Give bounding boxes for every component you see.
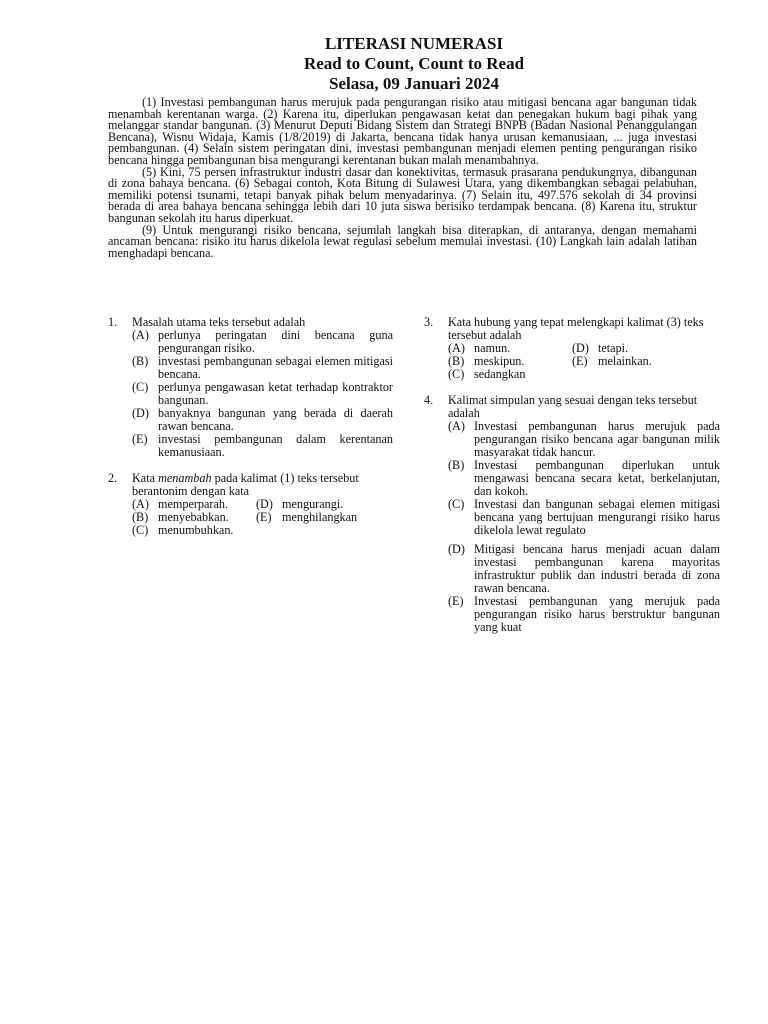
stem-text: Kata [132, 471, 159, 485]
option-text: memperparah. [158, 497, 229, 511]
answer-option-b [448, 459, 720, 498]
answer-option-b [132, 355, 393, 381]
document-header [0, 34, 768, 94]
passage-paragraph-1: (1) Investasi pembangunan harus merujuk pada pengurangan risiko atau mitigasi bencana agar bangunan tidak menambah kerentanan warga. (2) Karena itu, diperlukan pengawasan ketat dan penegakan hukum bagi pihak yang melanggar standar bangunan. (3) Menurut Deputi Bidang Sistem dan Strategi BNPB (Badan Nasional Penanggulangan Bencana), Wisnu Widaja, Kamis (1/8/2019) di Jakarta, bencana tidak hanya urusan kemanusiaan, ... juga investasi pembangunan. (4) Selain sistem peringatan dini, investasi pembangunan menjadi elemen penting pengurangan risiko bencana hingga pembangunan bisa mengurangi kerentanan bukan malah menambahnya. [108, 95, 697, 167]
question-stem [132, 472, 393, 498]
option-text: meskipun. [474, 354, 525, 368]
option-text: sedangkan [474, 367, 526, 381]
answer-option-c [448, 498, 720, 537]
answer-option-e [132, 433, 393, 459]
option-text: perlunya peringatan dini bencana guna pengurangan risiko. [158, 328, 393, 355]
passage-paragraph-3: (9) Untuk mengurangi risiko bencana, sejumlah langkah bisa diterapkan, di antaranya, dengan memahami ancaman bencana: risiko itu harus dikelola lewat regulasi sebelum memulai investasi. (10) Langkah lain adalah latihan menghadapi bencana. [108, 222, 697, 260]
option-label: (D) [132, 406, 149, 420]
questions-left-column [108, 316, 393, 550]
question-stem: Kata hubung yang tepat melengkapi kalimat (3) teks tersebut adalah [448, 315, 704, 342]
question-number: 4. [424, 393, 434, 407]
option-text: namun. [474, 341, 511, 355]
document-title: LITERASI NUMERASI [324, 34, 504, 53]
option-text: investasi pembangunan dalam kerentanan kemanusiaan. [158, 432, 393, 459]
option-text: melainkan. [598, 354, 652, 368]
option-text: Investasi pembangunan harus merujuk pada pengurangan risiko bencana agar bangunan milik masyarakat tidak hancur. [474, 419, 720, 459]
option-label: (A) [448, 419, 465, 433]
question-number: 3. [424, 315, 434, 329]
document-subtitle: Read to Count, Count to Read [303, 54, 525, 73]
question-1 [108, 316, 393, 459]
option-label: (B) [132, 510, 149, 524]
option-label: (D) [448, 542, 465, 556]
option-label: (A) [132, 328, 149, 342]
option-text: Mitigasi bencana harus menjadi acuan dalam investasi pembangunan karena mayoritas infrastruktur publik dan industri berada di zona rawan bencana. [474, 542, 720, 595]
option-text: menghilangkan [282, 510, 358, 524]
option-label: (D) [256, 497, 273, 511]
option-label: (B) [132, 354, 149, 368]
option-text: banyaknya bangunan yang berada di daerah rawan bencana. [158, 406, 393, 433]
answer-option-c [132, 381, 393, 407]
answer-option-e [572, 355, 720, 368]
question-3 [424, 316, 720, 381]
option-label: (E) [572, 354, 588, 368]
option-label: (B) [448, 458, 465, 472]
answer-option-a [132, 329, 393, 355]
option-label: (E) [256, 510, 272, 524]
option-text: Investasi dan bangunan sebagai elemen mitigasi bencana yang bertujuan mengurangi risiko harus dikelola lewat regulato [474, 497, 720, 537]
questions-right-column [424, 316, 720, 647]
question-number: 2. [108, 471, 118, 485]
answer-options-grid [448, 342, 720, 381]
reading-passage [108, 97, 697, 259]
option-label: (E) [132, 432, 148, 446]
question-stem: Kalimat simpulan yang sesuai dengan teks tersebut adalah [448, 393, 698, 420]
answer-option-e [256, 511, 393, 524]
question-2 [108, 472, 393, 537]
option-label: (C) [448, 367, 465, 381]
option-text: tetapi. [598, 341, 629, 355]
document-date: Selasa, 09 Januari 2024 [328, 74, 500, 93]
emphasized-word: menambah [158, 471, 212, 485]
option-label: (A) [448, 341, 465, 355]
option-label: (C) [132, 523, 149, 537]
passage-paragraph-2: (5) Kini, 75 persen infrastruktur industri dasar dan konektivitas, termasuk prasarana pendukungnya, dibangunan di zona bahaya bencana. (6) Sebagai contoh, Kota Bitung di Sulawesi Utara, yang dikembangkan sebagai pelabuhan, memiliki potensi tsunami, tetapi banyak pihak belum menyadarinya. (7) Selain itu, 497.576 sekolah di 34 provinsi berada di area bahaya bencana sehingga lebih dari 10 juta siswa berisiko terdampak bencana. (8) Karena itu, struktur bangunan sekolah itu harus diperkuat. [108, 164, 697, 225]
option-text: menumbuhkan. [158, 523, 234, 537]
option-label: (C) [448, 497, 465, 511]
option-label: (A) [132, 497, 149, 511]
answer-option-a [448, 420, 720, 459]
answer-option-e [448, 595, 720, 634]
option-text: Investasi pembangunan diperlukan untuk mengawasi bencana secara ketat, berkelanjutan, dan kokoh. [474, 458, 720, 498]
option-text: menyebabkan. [158, 510, 229, 524]
option-text: perlunya pengawasan ketat terhadap kontraktor bangunan. [158, 380, 393, 407]
answer-option-c [132, 524, 256, 537]
answer-option-d [132, 407, 393, 433]
question-4 [424, 394, 720, 634]
option-label: (C) [132, 380, 149, 394]
option-text: investasi pembangunan sebagai elemen mitigasi bencana. [158, 354, 393, 381]
answer-option-c [448, 368, 572, 381]
question-stem: Masalah utama teks tersebut adalah [132, 315, 306, 329]
option-text: mengurangi. [282, 497, 344, 511]
option-label: (D) [572, 341, 589, 355]
question-number: 1. [108, 315, 118, 329]
option-text: Investasi pembangunan yang merujuk pada pengurangan risiko harus berstruktur bangunan yang kuat [474, 594, 720, 634]
option-label: (B) [448, 354, 465, 368]
option-label: (E) [448, 594, 464, 608]
stem-text: pada kalimat (1) teks tersebut berantonim dengan kata [132, 471, 359, 498]
answer-option-d [448, 543, 720, 595]
answer-options-grid [132, 498, 393, 537]
